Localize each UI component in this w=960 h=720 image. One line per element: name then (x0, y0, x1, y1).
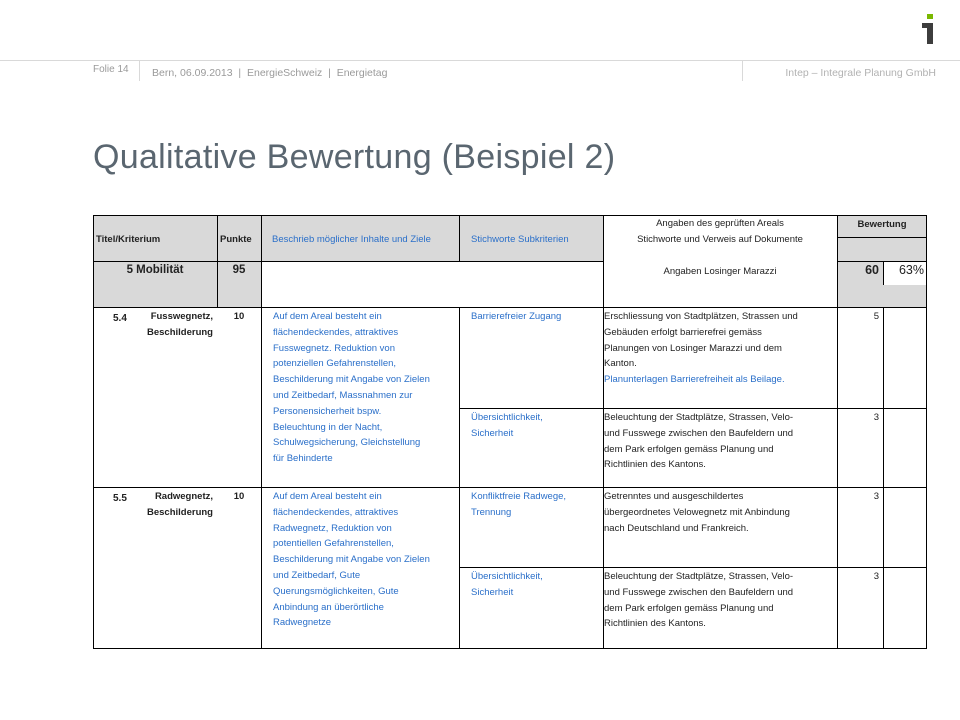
criterion-beschrieb: Auf dem Areal besteht ein flächendeckendes, attraktives Fusswegnetz. Reduktion von potenziellen Gefahrenstellen, Beschilderung mit Angabe von Zielen und Zeitbedarf, Massnahmen zur Personensicherheit bspw. Beleuchtung in der Nacht, Schulwegsicherung, Gleichstellung für Behinderte (273, 311, 430, 465)
subcriterion-score: 3 (873, 491, 879, 502)
subcriterion-stichwort: Konfliktfreie Radwege, Trennung (471, 491, 567, 518)
page-title: Qualitative Bewertung (Beispiel 2) (93, 138, 616, 176)
category-name: 5 Mobilität (126, 264, 184, 276)
criterion-punkte: 10 (233, 311, 245, 322)
meta-program: EnergieSchweiz (246, 67, 323, 79)
criterion-title: Fusswegnetz, Beschilderung (147, 311, 213, 338)
subcriterion-stichwort: Übersichtlichkeit, Sicherheit (471, 412, 543, 439)
category-percent: 63% (898, 263, 924, 277)
meta-event: Energietag (336, 67, 388, 79)
criterion-punkte: 10 (233, 491, 245, 502)
category-angaben: Angaben Losinger Marazzi (663, 266, 777, 277)
subcriterion-score: 5 (873, 311, 879, 322)
document-reference: Planunterlagen Barrierefreiheit als Beilage. (604, 374, 785, 386)
header-divider (0, 60, 960, 61)
category-punkte: 95 (232, 264, 246, 276)
header-separator (139, 61, 140, 81)
category-score: 60 (865, 263, 879, 277)
header-punkte: Punkte (220, 234, 252, 245)
evaluation-table (93, 215, 927, 649)
header-separator (742, 61, 743, 81)
subcriterion-angaben: Beleuchtung der Stadtplätze, Strassen, Velo- und Fusswege zwischen den Baufeldern und dem Park erfolgen gemäss Planung und Richtlinien des Kantons. (604, 412, 794, 471)
criterion-number: 5.4 (113, 313, 127, 324)
subcriterion-stichwort: Barrierefreier Zugang (471, 311, 562, 322)
subcriterion-stichwort: Übersichtlichkeit, Sicherheit (471, 571, 543, 598)
subcriterion-angaben: Erschliessung von Stadtplätzen, Strassen und Gebäuden erfolgt barrierefrei gemäss Planungen von Losinger Marazzi und dem Kanton. Planunterlagen Barrierefreiheit als Beilage. (604, 309, 798, 388)
subcriterion-score: 3 (873, 412, 879, 423)
header-bewertung: Bewertung (857, 219, 907, 230)
header-beschrieb: Beschrieb möglicher Inhalte und Ziele (272, 234, 431, 245)
logo-dot (927, 14, 933, 19)
header-angaben: Angaben des geprüften Areals Stichworte und Verweis auf Dokumente (637, 218, 803, 245)
slide-number: Folie 14 (93, 64, 129, 75)
header-titel: Titel/Kriterium (96, 234, 161, 245)
intep-logo (922, 14, 936, 44)
slide-meta: Bern, 06.09.2013 | EnergieSchweiz | Energietag (152, 67, 388, 79)
category-blank-area (261, 261, 603, 307)
subcriterion-score: 3 (873, 571, 879, 582)
logo-stem (927, 23, 933, 44)
company-name: Intep – Integrale Planung GmbH (785, 67, 936, 79)
meta-location-date: Bern, 06.09.2013 (152, 67, 233, 79)
criterion-beschrieb: Auf dem Areal besteht ein flächendeckendes, attraktives Radwegnetz, Reduktion von potentiellen Gefahrenstellen, Beschilderung mit Angabe von Zielen und Zeitbedarf, Gute Querungsmöglichkeiten, Gute Anbindung an überörtliche Radwegnetze (273, 491, 430, 629)
subcriterion-angaben: Getrenntes und ausgeschildertes übergeordnetes Velowegnetz mit Anbindung nach Deutschland und Frankreich. (604, 491, 790, 534)
header-stichworte: Stichworte Subkriterien (471, 234, 569, 245)
subcriterion-angaben: Beleuchtung der Stadtplätze, Strassen, Velo- und Fusswege zwischen den Baufeldern und dem Park erfolgen gemäss Planung und Richtlinien des Kantons. (604, 571, 794, 630)
criterion-title: Radwegnetz, Beschilderung (147, 491, 213, 518)
criterion-number: 5.5 (113, 493, 127, 504)
